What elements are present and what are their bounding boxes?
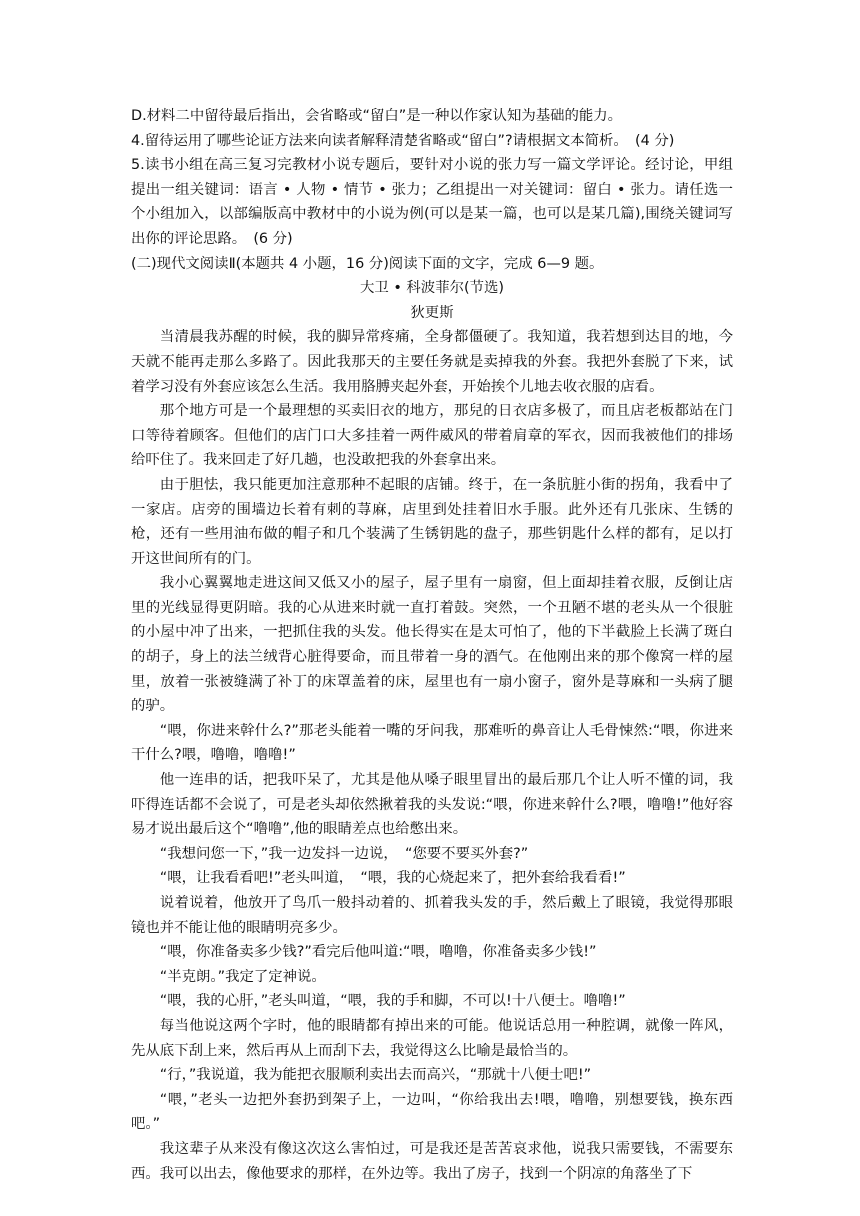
- passage-paragraph: “行，”我说道，我为能把衣服顺利卖出去而高兴，“那就十八便士吧!”: [159, 1067, 592, 1084]
- passage-paragraph: “喂，让我看看吧!”老头叫道， “喂，我的心烧起来了，把外套给我看看!”: [159, 870, 626, 887]
- passage-author: 狄更斯: [410, 304, 454, 321]
- passage-paragraph: “喂，”老头一边把外套扔到架子上，一边叫，“你给我出去!喂，噜噜，别想要钱，换东西吧。”: [131, 1091, 733, 1133]
- question-4: 4.留待运用了哪些论证方法来向读者解释清楚省略或“留白”?请根据文本简析。 (4 分): [131, 132, 675, 149]
- passage-paragraph: 那个地方可是一个最理想的买卖旧衣的地方，那兒的日衣店多极了，而且店老板都站在门口等待着顾客。但他们的店门口大多挂着一两件威风的带着肩章的军衣，因而我被他们的排场给吓住了。我来回走了好几趟，也没敢把我的外套拿出来。: [131, 403, 733, 469]
- passage-paragraph: 每当他说这两个字时，他的眼睛都有掉出来的可能。他说话总用一种腔调，就像一阵风，先从底下刮上来，然后再从上而刮下去，我觉得这么比喻是最恰当的。: [131, 1017, 733, 1059]
- passage-paragraph: “喂，你准备卖多少钱?”看完后他叫道:“喂，噜噜，你准备卖多少钱!”: [159, 944, 597, 961]
- question-5: 5.读书小组在高三复习完教材小说专题后，要针对小说的张力写一篇文学评论。经讨论，甲组提出一组关键词：语言 • 人物 • 情节 • 张力；乙组提出一对关键词：留白 • 张力。请任选一个小组加入，以部编版高中教材中的小说为例(可以是某一篇，也可以是某几篇),围绕关键词写出你的评论思路。 (6 分): [131, 157, 733, 247]
- passage-title: 大卫 • 科波菲尔(节选): [360, 280, 504, 297]
- passage-paragraph: 我这辈子从来没有像这次这么害怕过，可是我还是苦苦哀求他，说我只需要钱，不需要东西。我可以出去，像他要求的那样，在外边等。我出了房子，找到一个阴凉的角落坐了下: [131, 1140, 733, 1182]
- question-3-option-d: D.材料二中留待最后指出，会省略或“留白”是一种以作家认知为基础的能力。: [131, 108, 623, 124]
- section-heading: (二)现代文阅读Ⅱ(本题共 4 小题，16 分)阅读下面的文字，完成 6—9 题。: [131, 255, 604, 272]
- passage-paragraph: 说着说着，他放开了鸟爪一般抖动着的、抓着我头发的手，然后戴上了眼镜，我觉得那眼镜也并不能让他的眼睛明亮多少。: [131, 895, 733, 936]
- passage-paragraph: 我小心翼翼地走进这间又低又小的屋子，屋子里有一扇窗，但上面却挂着衣服，反倒让店里的光线显得更阴暗。我的心从进来时就一直打着鼓。突然，一个丑陋不堪的老头从一个很脏的小屋中冲了出来，一把抓住我的头发。他长得实在是太可怕了，他的下半截脸上长满了斑白的胡子，身上的法兰绒背心脏得要命，而且带着一身的酒气。在他刚出来的那个像窝一样的屋里，放着一张被缝满了补丁的床罩盖着的床，屋里也有一扇小窗子，窗外是荨麻和一头病了腿的驴。: [131, 575, 733, 715]
- passage-body: [131, 325, 733, 1186]
- passage-paragraph: “喂，你进来幹什么?”那老头能着一嘴的牙问我，那难听的鼻音让人毛骨悚然:“喂，你进来干什么?喂，噜噜，噜噜!”: [131, 722, 733, 764]
- passage-paragraph: “喂，我的心肝，”老头叫道，“喂，我的手和脚，不可以!十八便士。噜噜!”: [159, 993, 626, 1010]
- passage-paragraph: 由于胆怯，我只能更加注意那种不起眼的店铺。终于，在一条肮脏小街的拐角，我看中了一家店。店旁的围墙边长着有刺的荨麻，店里到处挂着旧水手服。此外还有几张床、生锈的枪，还有一些用油布做的帽子和几个装满了生锈钥匙的盘子，那些钥匙什么样的都有，足以打开这世间所有的门。: [131, 476, 733, 567]
- page-content: [131, 104, 733, 1186]
- passage-paragraph: “半克朗。”我定了定神说。: [159, 968, 326, 985]
- passage-paragraph: 当清晨我苏醒的时候，我的脚异常疼痛，全身都僵硬了。我知道，我若想到达目的地，今天就不能再走那么多路了。因此我那天的主要任务就是卖掉我的外套。我把外套脱了下来，试着学习没有外套应该怎么生活。我用胳膊夹起外套，开始挨个儿地去收衣服的店看。: [131, 329, 733, 395]
- passage-paragraph: 他一连串的话，把我吓呆了，尤其是他从嗓子眼里冒出的最后那几个让人听不懂的词，我吓得连话都不会说了，可是老头却依然揪着我的头发说:“喂，你进来幹什么?喂，噜噜!”他好容易才说出最后这个“噜噜”,他的眼睛差点也给憋出来。: [131, 772, 733, 838]
- passage-paragraph: “我想问您一下，”我一边发抖一边说， “您要不要买外套?”: [159, 845, 529, 862]
